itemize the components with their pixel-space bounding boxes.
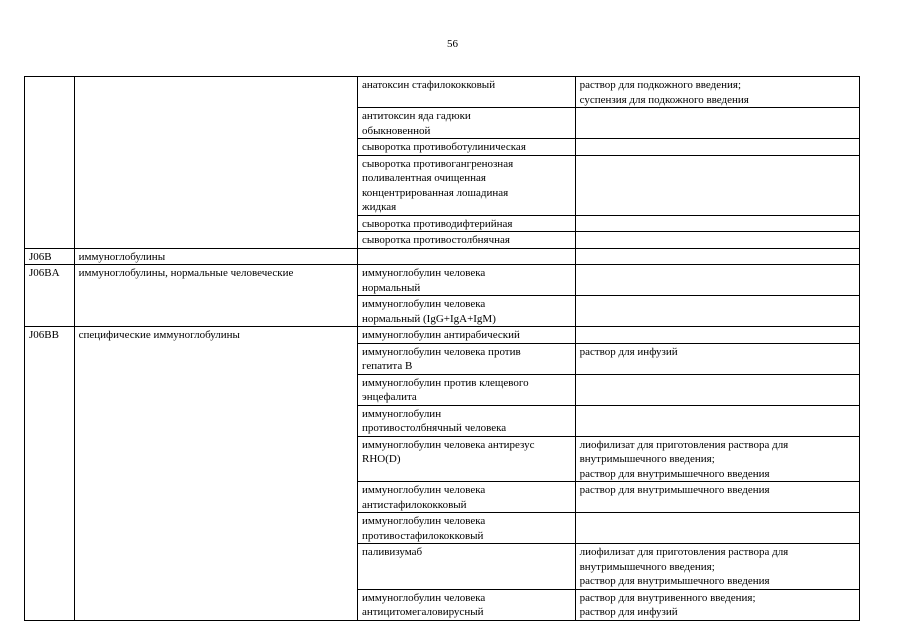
atc-group-cell: иммуноглобулины, нормальные человеческие [74,265,357,327]
drug-name-cell: иммуноглобулин человека против гепатита В [357,343,575,374]
page-number: 56 [447,38,458,50]
dosage-form-cell [575,155,859,215]
table-row [25,77,860,108]
dosage-form-cell [575,405,859,436]
drug-name-cell: анатоксин стафилококковый [357,77,575,108]
atc-group-cell: специфические иммуноглобулины [74,327,357,621]
dosage-form-cell [575,327,859,344]
drug-name-cell: сыворотка противодифтерийная [357,215,575,232]
drug-name-cell: иммуноглобулин человека нормальный (IgG+IgA+IgM) [357,296,575,327]
table-row [25,265,860,296]
drug-name-cell: сыворотка противостолбнячная [357,232,575,249]
drug-name-cell: иммуноглобулин против клещевого энцефалита [357,374,575,405]
dosage-form-cell: раствор для внутримышечного введения [575,482,859,513]
drug-name-cell: сыворотка противогангренозная поливалентная очищенная концентрированная лошадиная жидкая [357,155,575,215]
dosage-form-cell: раствор для внутривенного введения; раствор для инфузий [575,589,859,620]
drug-name-cell: иммуноглобулин человека антистафилококковый [357,482,575,513]
drug-name-cell: иммуноглобулин антирабический [357,327,575,344]
dosage-form-cell: раствор для подкожного введения; суспензия для подкожного введения [575,77,859,108]
dosage-form-cell [575,513,859,544]
dosage-form-cell [575,232,859,249]
drug-name-cell: иммуноглобулин противостолбнячный человека [357,405,575,436]
table-row [25,327,860,344]
dosage-form-cell [575,108,859,139]
dosage-form-cell: лиофилизат для приготовления раствора для внутримышечного введения; раствор для внутримышечного введения [575,544,859,590]
drug-name-cell: иммуноглобулин человека нормальный [357,265,575,296]
atc-code-cell: J06BB [25,327,75,621]
drug-name-cell: антитоксин яда гадюки обыкновенной [357,108,575,139]
dosage-form-cell [575,374,859,405]
drug-name-cell [357,248,575,265]
dosage-form-cell [575,248,859,265]
drug-name-cell: иммуноглобулин человека противостафилококковый [357,513,575,544]
table-row [25,248,860,265]
dosage-form-cell [575,139,859,156]
drug-name-cell: иммуноглобулин человека антицитомегаловирусный [357,589,575,620]
dosage-form-cell [575,265,859,296]
drug-table [24,76,860,621]
dosage-form-cell: лиофилизат для приготовления раствора для внутримышечного введения; раствор для внутримышечного введения [575,436,859,482]
dosage-form-cell: раствор для инфузий [575,343,859,374]
atc-group-cell: иммуноглобулины [74,248,357,265]
atc-code-cell [25,77,75,249]
dosage-form-cell [575,296,859,327]
atc-code-cell: J06B [25,248,75,265]
atc-group-cell [74,77,357,249]
atc-code-cell: J06BA [25,265,75,327]
drug-name-cell: иммуноглобулин человека антирезус RHO(D) [357,436,575,482]
drug-name-cell: сыворотка противоботулиническая [357,139,575,156]
drug-name-cell: паливизумаб [357,544,575,590]
dosage-form-cell [575,215,859,232]
